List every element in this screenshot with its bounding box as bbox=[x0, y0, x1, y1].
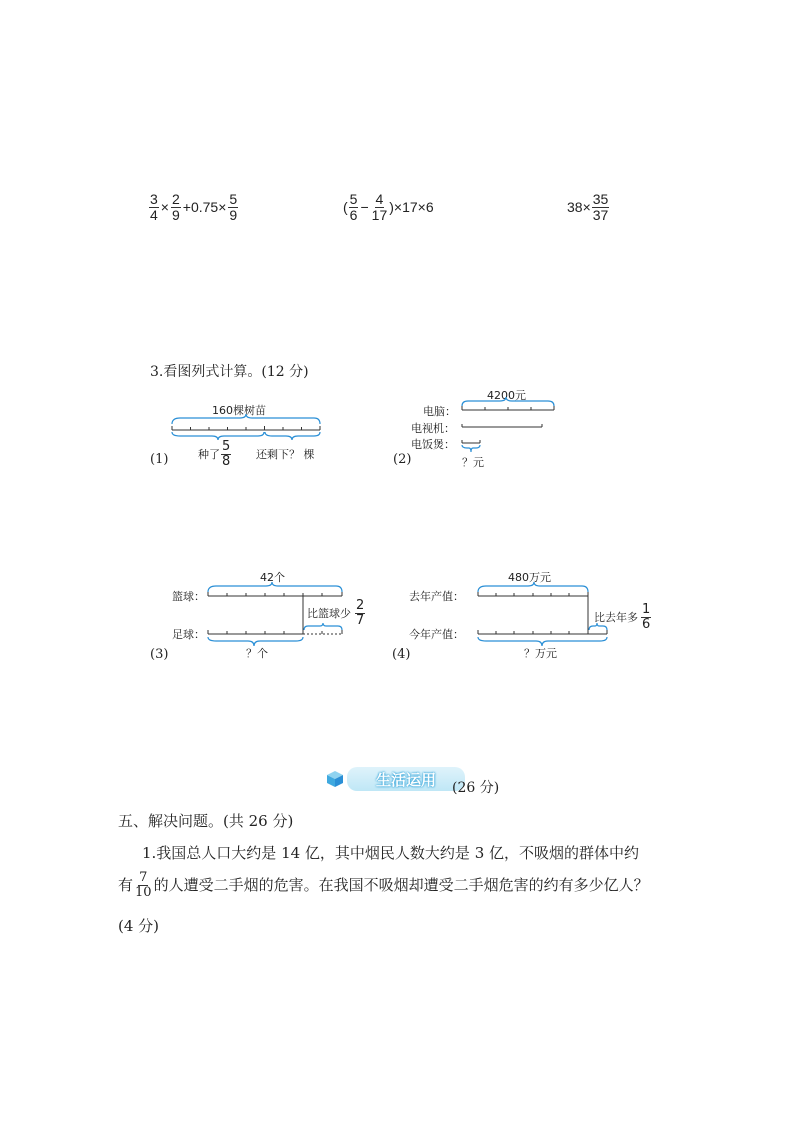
diagram-4-top-label: 480万元 bbox=[508, 571, 551, 584]
diagram-2-lines bbox=[458, 396, 562, 456]
diagram-2-row-cooker: 电饭煲： bbox=[411, 438, 455, 451]
banner-title: 生活运用 bbox=[347, 767, 465, 791]
diagram-4-number: (4) bbox=[392, 647, 411, 662]
diagram-1-number: (1) bbox=[150, 452, 169, 467]
fraction: $\frac{5}{9}$ bbox=[229, 191, 238, 223]
diagram-1-planted-label: 种了 $\frac{5}{8}$ bbox=[198, 439, 231, 469]
fraction: $\frac{2}{7}$ bbox=[356, 598, 365, 628]
fraction: $\frac{2}{9}$ bbox=[171, 191, 180, 223]
diagram-4-bottom-label: ？万元 bbox=[524, 647, 557, 660]
diagram-1-lines bbox=[168, 412, 328, 442]
expression-1: $\frac{3}{4}$ × $\frac{2}{9}$ +0.75× $\frac{5}{9}$ bbox=[150, 191, 238, 223]
diagram-3-bottom-label: ？个 bbox=[246, 647, 268, 660]
diagram-2-row-computer: 电脑： bbox=[423, 405, 456, 418]
diagram-4-row-last-year: 去年产值： bbox=[409, 590, 464, 603]
expression-3: 38× $\frac{35}{37}$ bbox=[567, 191, 609, 223]
diagram-3-row-football: 足球： bbox=[172, 628, 205, 641]
section-3-heading: 3.看图列式计算。(12 分) bbox=[150, 364, 309, 380]
diagram-4-lines bbox=[474, 580, 614, 652]
diagram-1-top-label: 160棵树苗 bbox=[212, 404, 266, 417]
fraction: $\frac{1}{6}$ bbox=[642, 602, 651, 632]
diagram-3-number: (3) bbox=[150, 647, 169, 662]
diagram-2-number: (2) bbox=[393, 452, 412, 467]
section-5-heading: 五、解决问题。(共 26 分) bbox=[118, 812, 294, 830]
question-1-line-2: 有 $\frac{7}{10}$ 的人遭受二手烟的危害。在我国不吸烟却遭受二手烟危害的约有多少亿人？ bbox=[118, 869, 649, 900]
expression-2: ( $\frac{5}{6}$ − $\frac{4}{17}$ )×17×6 bbox=[343, 191, 434, 223]
cube-icon bbox=[326, 770, 344, 788]
fraction: $\frac{4}{17}$ bbox=[371, 191, 388, 223]
question-1-line-1: 1.我国总人口大约是 14 亿，其中烟民人数大约是 3 亿，不吸烟的群体中约 bbox=[142, 844, 640, 862]
fraction: $\frac{35}{37}$ bbox=[592, 191, 609, 223]
diagram-2-bottom-label: ？元 bbox=[462, 456, 484, 469]
diagram-1-remaining-label: 还剩下？ 棵 bbox=[256, 448, 315, 461]
fraction: $\frac{7}{10}$ bbox=[135, 869, 152, 900]
diagram-4-side-label: 比去年多 $\frac{1}{6}$ bbox=[594, 602, 651, 632]
section-banner bbox=[326, 767, 465, 791]
diagram-4-row-this-year: 今年产值： bbox=[409, 628, 464, 641]
fraction: $\frac{5}{8}$ bbox=[222, 439, 231, 469]
diagram-3-side-label: 比篮球少 $\frac{2}{7}$ bbox=[307, 598, 365, 628]
diagram-2-top-label: 4200元 bbox=[487, 389, 526, 402]
fraction: $\frac{3}{4}$ bbox=[150, 191, 158, 223]
diagram-2-row-tv: 电视机： bbox=[411, 422, 455, 435]
fraction: $\frac{5}{6}$ bbox=[349, 191, 358, 223]
question-1-score: (4 分) bbox=[118, 917, 160, 935]
banner-score: (26 分) bbox=[452, 780, 500, 796]
diagram-3-top-label: 42个 bbox=[260, 571, 285, 584]
diagram-3-row-basketball: 篮球： bbox=[172, 590, 205, 603]
